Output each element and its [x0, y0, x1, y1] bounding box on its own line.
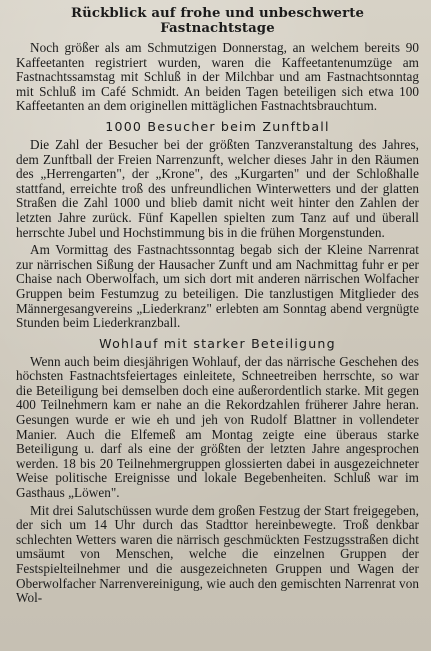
paragraph-zunftball: Die Zahl der Besucher bei der größten Tanzveranstaltung des Jahres, dem Zunftball der Freien Narrenzunft, welcher dieses Jahr in den Räumen des „Herrengarten", der „Krone", des „Kurgarten" und der Schloßhalle stattfand, erreichte troß des unfreundlichen Winterwetters und der glatten Straßen die Zahl 1000 und blieb damit nicht weit hinter den Zahlen der letzten Jahre zurück. Fünf Kapellen spielten zum Tanz auf und überall herrschte Jubel und Hochstimmung bis in die frühen Morgenstunden.	[16, 136, 419, 240]
article-title-line-2: Fastnachtstage	[160, 21, 275, 36]
paragraph-festzug: Mit drei Salutschüssen wurde dem großen Festzug der Start freigegeben, der sich um 14 Uhr durch das Stadttor hereinbewegte. Troß denkbar schlechten Wetters waren die närrisch geschmückten Festzugsstraßen dicht umsäumt von Menschen, welche die einzelnen Gruppen der Festspielteilnehmer und die ausgezeichneten Gruppen und Wagen der Oberwolfacher Narrenvereinigung, wie auch den gemischten Narrenrat von Wol-	[16, 502, 419, 606]
article-title-line-1: Rückblick auf frohe und unbeschwerte	[70, 6, 365, 21]
paragraph-kaffeetanten: Noch größer als am Schmutzigen Donnerstag, an welchem bereits 90 Kaffeetanten registriert wurden, waren die Kaffeetantenumzüge am Fastnachtssamstag mit Schluß in der Milchbar und am Fastnachtsonntag mit Schluß im Café Schmidt. An beiden Tagen beteiligen sich etwa 100 Kaffeetanten an dem originellen mittäglichen Fastnachtsbrauchtum.	[16, 40, 419, 114]
subheading-zunftball: 1000 Besucher beim Zunftball	[105, 118, 330, 134]
article-title	[16, 6, 419, 36]
paragraph-fastnachtssonntag: Am Vormittag des Fastnachtssonntag begab sich der Kleine Narrenrat zur närrischen Sißung der Hausacher Zunft und am Nachmittag fuhr er per Chaise nach Oberwolfach, um sich dort mit anderen närrischen Wolfacher Gruppen beim Festumzug zu beteiligen. Die tanzlustigen Mitglieder des Männergesangvereins „Liederkranz" erlebten am Sonntag abend vergnügte Stunden beim Liederkranzball.	[16, 242, 419, 331]
subheading-wohlauf: Wohlauf mit starker Beteiligung	[99, 335, 336, 351]
paragraph-wohlauf: Wenn auch beim diesjährigen Wohlauf, der das närrische Geschehen des höchsten Fastnachtsfeiertages einleitete, Schneetreiben herrschte, so war die Beteiligung bei demselben doch eine außerordentlich starke. Mit gegen 400 Teilnehmern kam er nahe an die Rekordzahlen früherer Jahre heran. Gesungen wurde er wie eh und jeh von Rudolf Blattner in vollendeter Manier. Auch die Elfemeß am Montag zeigte eine überaus starke Beteiligung u. darf als eine der größten der letzten Jahre angesprochen werden. 18 bis 20 Teilnehmergruppen glossierten dabei in ausgezeichneter Weise politische Ereignisse und lokale Begebenheiten. Schluß war im Gasthaus „Löwen".	[16, 353, 419, 501]
